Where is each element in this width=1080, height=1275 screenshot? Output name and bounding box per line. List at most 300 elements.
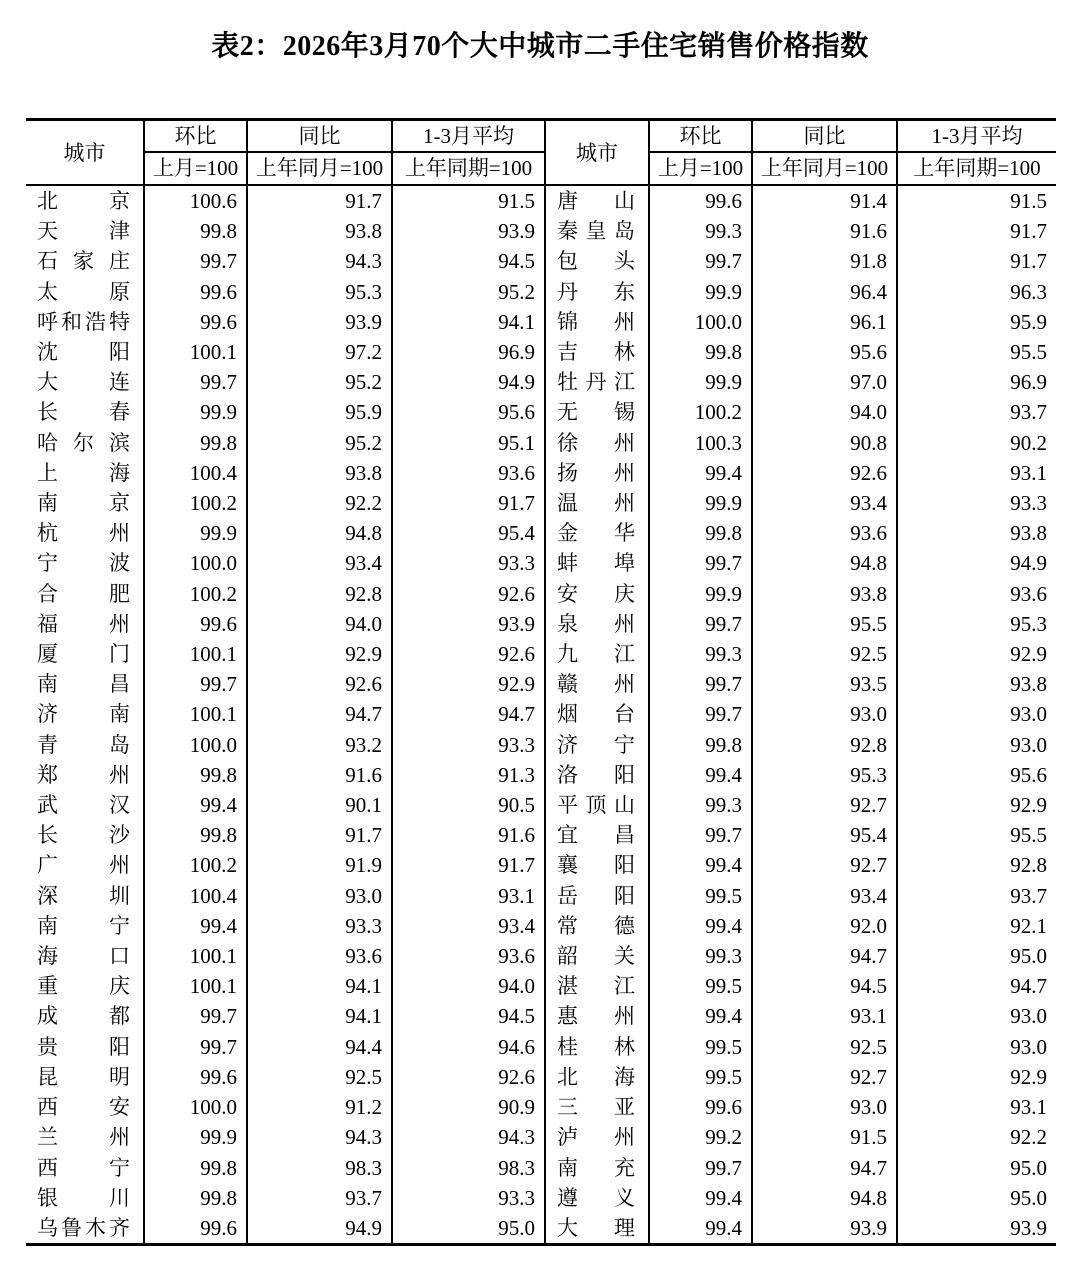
table-row [26,941,1056,971]
avg-value-right: 95.5 [897,337,1056,367]
yoy-value-right: 93.6 [752,518,897,548]
yoy-value-right: 94.5 [752,971,897,1001]
mom-value-left: 99.6 [144,277,247,307]
city-cell-right: 惠 州 [545,1001,649,1031]
city-cell-left: 郑 州 [37,762,130,787]
mom-value-right: 99.4 [649,1213,752,1245]
mom-value-right: 99.4 [649,1001,752,1031]
yoy-value-right: 93.5 [752,669,897,699]
yoy-value-left: 94.8 [247,518,392,548]
avg-value-left: 94.0 [392,971,545,1001]
yoy-value-left: 94.1 [247,971,392,1001]
city-cell-left: 厦 门 [37,642,130,667]
avg-value-right: 95.0 [897,1183,1056,1213]
avg-value-right: 95.5 [897,820,1056,850]
city-cell-left: 石 家 庄 [37,249,130,274]
mom-value-right: 99.6 [649,1092,752,1122]
avg-value-right: 92.1 [897,911,1056,941]
mom-value-left: 99.7 [144,1001,247,1031]
mom-value-right: 99.9 [649,488,752,518]
mom-value-left: 99.8 [144,216,247,246]
mom-value-right: 99.7 [649,548,752,578]
city-cell-right: 宜 昌 [545,820,649,850]
avg-value-left: 93.3 [392,548,545,578]
city-cell-left: 济 南 [37,702,130,727]
city-cell-left: 南 昌 [37,672,130,697]
yoy-value-left: 98.3 [247,1153,392,1183]
yoy-value-left: 93.2 [247,730,392,760]
avg-value-right: 92.9 [897,790,1056,820]
yoy-value-left: 93.6 [247,941,392,971]
avg-value-right: 91.5 [897,185,1056,216]
header-avg-base-left: 上年同期=100 [392,152,545,185]
city-cell-right: 三 亚 [545,1092,649,1122]
header-mom-right: 环比 [649,120,752,153]
city-cell-right: 济 宁 [545,730,649,760]
mom-value-left: 100.4 [144,881,247,911]
mom-value-left: 99.6 [144,1062,247,1092]
header-yoy-base-right: 上年同月=100 [752,152,897,185]
mom-value-left: 99.4 [144,911,247,941]
header-avg-right: 1-3月平均 [897,120,1056,153]
yoy-value-right: 93.0 [752,699,897,729]
city-cell-left: 上 海 [37,460,130,485]
mom-value-left: 99.6 [144,1213,247,1245]
avg-value-left: 90.9 [392,1092,545,1122]
yoy-value-right: 92.0 [752,911,897,941]
table-row [26,1001,1056,1031]
avg-value-left: 95.4 [392,518,545,548]
avg-value-right: 93.3 [897,488,1056,518]
mom-value-right: 99.5 [649,1062,752,1092]
yoy-value-right: 92.6 [752,458,897,488]
avg-value-right: 93.0 [897,699,1056,729]
city-cell-right: 九 江 [545,639,649,669]
mom-value-right: 99.8 [649,730,752,760]
avg-value-right: 95.9 [897,307,1056,337]
mom-value-left: 100.6 [144,185,247,216]
table-row [26,246,1056,276]
city-cell-right: 遵 义 [545,1183,649,1213]
city-cell-left: 成 都 [37,1004,130,1029]
mom-value-right: 99.7 [649,820,752,850]
avg-value-left: 94.5 [392,1001,545,1031]
mom-value-left: 99.8 [144,428,247,458]
avg-value-left: 93.6 [392,941,545,971]
yoy-value-left: 93.3 [247,911,392,941]
table-row [26,881,1056,911]
mom-value-left: 99.4 [144,790,247,820]
yoy-value-left: 91.9 [247,850,392,880]
yoy-value-right: 90.8 [752,428,897,458]
mom-value-right: 100.2 [649,397,752,427]
table-row [26,458,1056,488]
yoy-value-right: 95.6 [752,337,897,367]
avg-value-left: 92.6 [392,639,545,669]
mom-value-right: 99.4 [649,760,752,790]
yoy-value-right: 92.5 [752,639,897,669]
mom-value-left: 99.7 [144,246,247,276]
city-cell-right: 唐 山 [545,185,649,216]
city-cell-left: 青 岛 [37,732,130,757]
city-cell-right: 韶 关 [545,941,649,971]
mom-value-left: 99.7 [144,669,247,699]
mom-value-right: 99.7 [649,669,752,699]
avg-value-left: 95.6 [392,397,545,427]
avg-value-right: 91.7 [897,246,1056,276]
yoy-value-right: 91.4 [752,185,897,216]
mom-value-left: 99.9 [144,397,247,427]
city-cell-left: 长 春 [37,400,130,425]
avg-value-left: 93.9 [392,609,545,639]
header-yoy-left: 同比 [247,120,392,153]
yoy-value-left: 92.6 [247,669,392,699]
table-row [26,639,1056,669]
city-cell-left: 沈 阳 [37,340,130,365]
yoy-value-left: 95.9 [247,397,392,427]
mom-value-right: 99.4 [649,458,752,488]
mom-value-left: 100.1 [144,971,247,1001]
city-cell-left: 哈 尔 滨 [37,430,130,455]
table-header [26,120,1056,186]
city-cell-left: 贵 阳 [37,1034,130,1059]
yoy-value-left: 92.5 [247,1062,392,1092]
table-row [26,579,1056,609]
city-cell-left: 呼 和 浩 特 [37,309,130,334]
mom-value-right: 99.7 [649,699,752,729]
mom-value-left: 99.6 [144,609,247,639]
mom-value-right: 99.5 [649,1032,752,1062]
mom-value-right: 99.9 [649,367,752,397]
city-cell-left: 南 宁 [37,913,130,938]
price-index-table [26,118,1056,1246]
city-cell-left: 银 川 [37,1185,130,1210]
yoy-value-right: 93.9 [752,1213,897,1245]
yoy-value-right: 93.0 [752,1092,897,1122]
yoy-value-right: 93.4 [752,881,897,911]
mom-value-right: 99.7 [649,246,752,276]
city-cell-right: 赣 州 [545,669,649,699]
yoy-value-left: 94.7 [247,699,392,729]
avg-value-left: 93.9 [392,216,545,246]
yoy-value-left: 90.1 [247,790,392,820]
avg-value-right: 92.8 [897,850,1056,880]
city-cell-right: 平 顶 山 [545,790,649,820]
avg-value-left: 92.9 [392,669,545,699]
avg-value-left: 93.3 [392,730,545,760]
avg-value-left: 93.4 [392,911,545,941]
yoy-value-left: 93.9 [247,307,392,337]
yoy-value-left: 94.3 [247,246,392,276]
yoy-value-left: 92.2 [247,488,392,518]
table-row [26,216,1056,246]
avg-value-left: 95.1 [392,428,545,458]
table-row [26,850,1056,880]
avg-value-left: 92.6 [392,579,545,609]
mom-value-right: 99.4 [649,1183,752,1213]
mom-value-left: 99.8 [144,820,247,850]
table-row [26,730,1056,760]
yoy-value-right: 96.1 [752,307,897,337]
avg-value-right: 95.0 [897,1153,1056,1183]
avg-value-left: 91.6 [392,820,545,850]
table-row [26,307,1056,337]
mom-value-left: 100.1 [144,337,247,367]
city-cell-right: 南 充 [545,1153,649,1183]
avg-value-right: 94.7 [897,971,1056,1001]
avg-value-right: 96.3 [897,277,1056,307]
header-row-groups [26,120,1056,153]
city-cell-left: 昆 明 [37,1064,130,1089]
avg-value-left: 98.3 [392,1153,545,1183]
yoy-value-right: 93.8 [752,579,897,609]
yoy-value-left: 93.4 [247,548,392,578]
mom-value-right: 99.5 [649,881,752,911]
avg-value-right: 93.9 [897,1213,1056,1245]
table-row [26,337,1056,367]
header-mom-base-right: 上月=100 [649,152,752,185]
city-cell-left: 海 口 [37,944,130,969]
avg-value-left: 94.3 [392,1122,545,1152]
header-yoy-right: 同比 [752,120,897,153]
mom-value-left: 99.9 [144,518,247,548]
city-cell-left: 宁 波 [37,551,130,576]
city-cell-right: 安 庆 [545,579,649,609]
city-cell-left: 长 沙 [37,823,130,848]
avg-value-right: 93.8 [897,669,1056,699]
avg-value-left: 95.0 [392,1213,545,1245]
avg-value-left: 91.7 [392,850,545,880]
avg-value-left: 95.2 [392,277,545,307]
yoy-value-left: 94.3 [247,1122,392,1152]
avg-value-right: 91.7 [897,216,1056,246]
mom-value-right: 99.9 [649,277,752,307]
yoy-value-right: 93.4 [752,488,897,518]
table-row [26,1122,1056,1152]
city-cell-left: 天 津 [37,219,130,244]
table-row [26,820,1056,850]
table-row [26,760,1056,790]
mom-value-left: 100.1 [144,941,247,971]
avg-value-left: 94.7 [392,699,545,729]
city-cell-right: 洛 阳 [545,760,649,790]
city-cell-right: 温 州 [545,488,649,518]
city-cell-right: 徐 州 [545,428,649,458]
city-cell-right: 扬 州 [545,458,649,488]
avg-value-right: 92.9 [897,639,1056,669]
city-cell-right: 常 德 [545,911,649,941]
header-avg-base-right: 上年同期=100 [897,152,1056,185]
mom-value-left: 100.2 [144,488,247,518]
mom-value-right: 99.3 [649,941,752,971]
table-row [26,1032,1056,1062]
mom-value-right: 99.3 [649,216,752,246]
mom-value-right: 99.7 [649,1153,752,1183]
city-cell-right: 秦 皇 岛 [545,216,649,246]
mom-value-right: 100.3 [649,428,752,458]
yoy-value-left: 93.8 [247,458,392,488]
yoy-value-right: 94.8 [752,1183,897,1213]
avg-value-right: 94.9 [897,548,1056,578]
avg-value-left: 96.9 [392,337,545,367]
avg-value-left: 94.5 [392,246,545,276]
avg-value-left: 93.1 [392,881,545,911]
yoy-value-right: 91.5 [752,1122,897,1152]
table-row [26,609,1056,639]
yoy-value-left: 95.2 [247,428,392,458]
city-cell-right: 包 头 [545,246,649,276]
avg-value-left: 92.6 [392,1062,545,1092]
header-mom-base-left: 上月=100 [144,152,247,185]
mom-value-left: 100.2 [144,850,247,880]
yoy-value-right: 92.5 [752,1032,897,1062]
header-city-right: 城市 [545,120,649,186]
avg-value-right: 95.3 [897,609,1056,639]
yoy-value-right: 94.0 [752,397,897,427]
table-row [26,428,1056,458]
yoy-value-left: 91.2 [247,1092,392,1122]
avg-value-left: 93.6 [392,458,545,488]
city-cell-right: 泉 州 [545,609,649,639]
mom-value-right: 99.2 [649,1122,752,1152]
yoy-value-left: 94.1 [247,1001,392,1031]
mom-value-left: 100.4 [144,458,247,488]
city-cell-right: 锦 州 [545,307,649,337]
table-row [26,397,1056,427]
mom-value-right: 99.9 [649,579,752,609]
city-cell-right: 吉 林 [545,337,649,367]
table-row [26,518,1056,548]
mom-value-right: 99.3 [649,790,752,820]
header-yoy-base-left: 上年同月=100 [247,152,392,185]
mom-value-left: 99.8 [144,760,247,790]
yoy-value-right: 94.7 [752,941,897,971]
mom-value-right: 99.4 [649,911,752,941]
yoy-value-right: 95.5 [752,609,897,639]
yoy-value-left: 94.0 [247,609,392,639]
avg-value-right: 93.0 [897,730,1056,760]
yoy-value-right: 95.4 [752,820,897,850]
mom-value-right: 100.0 [649,307,752,337]
city-cell-right: 金 华 [545,518,649,548]
mom-value-left: 100.0 [144,1092,247,1122]
city-cell-left: 杭 州 [37,521,130,546]
yoy-value-left: 95.2 [247,367,392,397]
mom-value-right: 99.3 [649,639,752,669]
yoy-value-right: 95.3 [752,760,897,790]
city-cell-right: 烟 台 [545,699,649,729]
city-cell-left: 乌 鲁 木 齐 [37,1215,130,1240]
city-cell-left: 重 庆 [37,974,130,999]
avg-value-right: 92.2 [897,1122,1056,1152]
yoy-value-right: 92.7 [752,850,897,880]
table-row [26,488,1056,518]
table-row [26,367,1056,397]
table-row [26,277,1056,307]
yoy-value-right: 97.0 [752,367,897,397]
city-cell-right: 蚌 埠 [545,548,649,578]
avg-value-right: 93.6 [897,579,1056,609]
city-cell-right: 襄 阳 [545,850,649,880]
table-row [26,911,1056,941]
yoy-value-left: 93.0 [247,881,392,911]
city-cell-right: 无 锡 [545,397,649,427]
table-row [26,1092,1056,1122]
yoy-value-left: 97.2 [247,337,392,367]
city-cell-right: 湛 江 [545,971,649,1001]
avg-value-left: 94.6 [392,1032,545,1062]
city-cell-left: 西 宁 [37,1155,130,1180]
mom-value-left: 100.1 [144,699,247,729]
table-row [26,1153,1056,1183]
avg-value-right: 95.0 [897,941,1056,971]
table-row [26,1213,1056,1245]
mom-value-left: 100.1 [144,639,247,669]
table-row [26,971,1056,1001]
table-row [26,699,1056,729]
city-cell-left: 南 京 [37,491,130,516]
avg-value-right: 93.0 [897,1032,1056,1062]
mom-value-left: 99.8 [144,1183,247,1213]
yoy-value-left: 93.8 [247,216,392,246]
yoy-value-left: 93.7 [247,1183,392,1213]
table-title: 表2：2026年3月70个大中城市二手住宅销售价格指数 [211,31,869,62]
yoy-value-left: 92.9 [247,639,392,669]
yoy-value-right: 91.8 [752,246,897,276]
avg-value-right: 93.8 [897,518,1056,548]
city-cell-left: 广 州 [37,853,130,878]
city-cell-left: 深 圳 [37,883,130,908]
mom-value-left: 100.2 [144,579,247,609]
header-row-bases [26,152,1056,185]
table-row [26,669,1056,699]
city-cell-left: 福 州 [37,611,130,636]
city-cell-left: 北 京 [37,189,130,213]
yoy-value-right: 96.4 [752,277,897,307]
yoy-value-right: 92.8 [752,730,897,760]
yoy-value-right: 94.8 [752,548,897,578]
mom-value-left: 99.7 [144,1032,247,1062]
yoy-value-right: 93.1 [752,1001,897,1031]
avg-value-right: 92.9 [897,1062,1056,1092]
mom-value-right: 99.5 [649,971,752,1001]
yoy-value-right: 94.7 [752,1153,897,1183]
yoy-value-right: 92.7 [752,790,897,820]
mom-value-left: 100.0 [144,730,247,760]
yoy-value-left: 94.4 [247,1032,392,1062]
avg-value-right: 93.1 [897,458,1056,488]
avg-value-right: 90.2 [897,428,1056,458]
yoy-value-left: 95.3 [247,277,392,307]
mom-value-left: 99.9 [144,1122,247,1152]
header-avg-left: 1-3月平均 [392,120,545,153]
avg-value-left: 93.3 [392,1183,545,1213]
avg-value-left: 90.5 [392,790,545,820]
avg-value-left: 94.1 [392,307,545,337]
table-row [26,1183,1056,1213]
city-cell-left: 西 安 [37,1095,130,1120]
city-cell-left: 武 汉 [37,793,130,818]
yoy-value-right: 91.6 [752,216,897,246]
avg-value-right: 93.7 [897,397,1056,427]
mom-value-right: 99.4 [649,850,752,880]
yoy-value-right: 92.7 [752,1062,897,1092]
mom-value-left: 100.0 [144,548,247,578]
table-body [26,185,1056,1245]
city-cell-right: 北 海 [545,1062,649,1092]
yoy-value-left: 91.6 [247,760,392,790]
avg-value-right: 96.9 [897,367,1056,397]
